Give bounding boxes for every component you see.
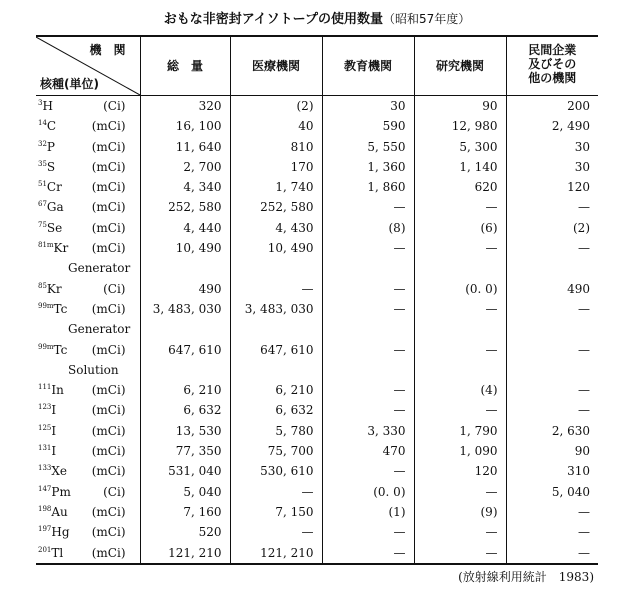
source-note: (放射線利用統計 1983) [458,570,594,584]
mass-number: 111 [38,383,52,392]
value-research: — [414,543,506,564]
value-research: 5, 300 [414,137,506,157]
nuclide-symbol [38,157,55,177]
value-research: — [414,340,506,360]
value-medical [230,319,322,339]
table-row [36,482,598,502]
unit-label: (mCi) [91,200,126,215]
col-header-private: 民間企業 及びその 他の機関 [506,36,598,96]
nuclide-cell [36,299,140,319]
unit-label: (mCi) [91,383,126,398]
element-symbol: Au [51,504,68,519]
col-header-research: 研究機関 [414,36,506,96]
mass-number: 14 [38,119,47,128]
table-row [36,157,598,177]
value-research: — [414,197,506,217]
value-total [140,258,230,278]
table-row [36,96,598,117]
value-medical: 75, 700 [230,441,322,461]
element-symbol: C [46,119,57,134]
nuclide-form: Solution [68,362,119,377]
mass-number: 197 [38,525,52,534]
element-symbol: S [46,159,56,174]
element-symbol: Se [46,220,63,235]
value-total: 531, 040 [140,461,230,481]
value-research: 1, 090 [414,441,506,461]
value-medical: 121, 210 [230,543,322,564]
value-education [322,360,414,380]
mass-number: 133 [38,464,52,473]
table-row [36,543,598,564]
nuclide-symbol [38,340,67,360]
table-row [36,238,598,258]
nuclide-cell [36,461,140,481]
mass-number: 51 [38,180,47,189]
value-education: (0. 0) [322,482,414,502]
value-research: — [414,400,506,420]
value-medical: 40 [230,116,322,136]
value-medical: — [230,522,322,542]
unit-label: (Ci) [103,484,126,499]
table-row [36,380,598,400]
mass-number: 123 [38,403,52,412]
nuclide-symbol [38,421,56,441]
nuclide-symbol [38,116,56,136]
value-private: 90 [506,441,598,461]
value-medical: 810 [230,137,322,157]
table-row [36,218,598,238]
element-symbol: Pm [51,484,71,499]
value-education: 5, 550 [322,137,414,157]
mass-number: 3 [38,99,43,107]
value-total: 5, 040 [140,482,230,502]
element-symbol: Tl [51,545,64,560]
mass-number: 81m [38,241,54,250]
nuclide-symbol [38,218,62,238]
value-education [322,319,414,339]
element-symbol: Cr [46,180,62,195]
element-symbol: I [51,423,57,438]
value-private: — [506,197,598,217]
nuclide-symbol [38,482,71,502]
value-medical: 647, 610 [230,340,322,360]
value-total: 647, 610 [140,340,230,360]
value-total: 490 [140,279,230,299]
value-total: 3, 483, 030 [140,299,230,319]
value-education: — [322,400,414,420]
nuclide-cell [36,96,140,117]
value-education: — [322,197,414,217]
value-research: 12, 980 [414,116,506,136]
table-row [36,258,598,278]
mass-number: 75 [38,220,47,229]
nuclide-form: Generator [68,261,131,276]
title-main: おもな非密封アイソトープの使用数量 [163,12,383,27]
table-row [36,177,598,197]
table-row [36,421,598,441]
nuclide-cell [36,258,140,278]
value-education [322,258,414,278]
value-education: — [322,238,414,258]
value-medical: 3, 483, 030 [230,299,322,319]
value-total [140,360,230,380]
value-medical: (2) [230,96,322,117]
value-private: 200 [506,96,598,117]
value-education: — [322,340,414,360]
unit-label: (mCi) [91,301,126,316]
nuclide-symbol [38,502,68,522]
nuclide-symbol [38,461,67,481]
value-medical: 530, 610 [230,461,322,481]
element-symbol: Tc [53,301,68,316]
table-row [36,197,598,217]
value-private: — [506,522,598,542]
element-symbol: Hg [51,525,70,540]
nuclide-cell [36,177,140,197]
nuclide-form: Generator [68,322,131,337]
mass-number: 125 [38,423,52,432]
unit-label: (Ci) [103,99,126,113]
nuclide-cell [36,441,140,461]
table-title [0,8,634,27]
header-row [36,36,598,96]
nuclide-cell [36,279,140,299]
table-row [36,441,598,461]
element-symbol: In [51,383,64,398]
mass-number: 35 [38,159,47,168]
table-row [36,340,598,360]
value-education: 470 [322,441,414,461]
value-private: — [506,238,598,258]
element-symbol: I [51,403,57,418]
table-row [36,461,598,481]
value-education: 1, 860 [322,177,414,197]
table-row [36,137,598,157]
value-private: (2) [506,218,598,238]
nuclide-cell [36,502,140,522]
value-education: — [322,522,414,542]
corner-nuclide-label: 核種(単位) [40,77,99,91]
col-header-medical: 医療機関 [230,36,322,96]
unit-label: (mCi) [91,403,126,418]
value-total: 121, 210 [140,543,230,564]
value-education: 3, 330 [322,421,414,441]
nuclide-cell [36,157,140,177]
table-row [36,502,598,522]
header-corner-cell [36,36,140,96]
element-symbol: P [46,139,55,154]
table-row [36,522,598,542]
unit-label: (mCi) [91,180,126,195]
value-medical: 10, 490 [230,238,322,258]
value-research: 1, 790 [414,421,506,441]
value-education: 590 [322,116,414,136]
value-education: — [322,461,414,481]
value-medical: 252, 580 [230,197,322,217]
value-total: 2, 700 [140,157,230,177]
value-research: (9) [414,502,506,522]
nuclide-cell [36,197,140,217]
unit-label: (mCi) [91,119,126,134]
value-total: 7, 160 [140,502,230,522]
mass-number: 32 [38,139,47,148]
value-private: — [506,502,598,522]
value-medical [230,258,322,278]
value-education: 30 [322,96,414,117]
value-medical: 1, 740 [230,177,322,197]
nuclide-symbol [38,279,62,299]
value-research: 1, 140 [414,157,506,177]
title-year: （昭和57年度） [382,12,471,26]
value-private: 2, 630 [506,421,598,441]
value-total [140,319,230,339]
table-row [36,279,598,299]
value-medical: 6, 210 [230,380,322,400]
value-total: 320 [140,96,230,117]
nuclide-cell [36,137,140,157]
table-row [36,319,598,339]
value-total: 520 [140,522,230,542]
nuclide-cell [36,360,140,380]
value-private: 30 [506,137,598,157]
value-research: 90 [414,96,506,117]
element-symbol: Xe [51,464,68,479]
unit-label: (mCi) [91,159,126,174]
table-body [36,96,598,564]
mass-number: 198 [38,504,52,513]
nuclide-symbol [38,522,70,542]
value-research [414,360,506,380]
value-private: 490 [506,279,598,299]
value-medical: 170 [230,157,322,177]
value-private [506,319,598,339]
corner-institution-label: 機 関 [89,43,126,57]
table-row [36,360,598,380]
nuclide-symbol [38,299,67,319]
element-symbol: Kr [46,281,62,296]
value-total: 77, 350 [140,441,230,461]
value-private: 310 [506,461,598,481]
mass-number: 99m [38,301,54,310]
mass-number: 67 [38,200,47,209]
nuclide-symbol [38,137,55,157]
value-medical: 5, 780 [230,421,322,441]
nuclide-cell [36,238,140,258]
nuclide-cell [36,421,140,441]
value-total: 11, 640 [140,137,230,157]
unit-label: (mCi) [91,504,126,519]
nuclide-cell [36,543,140,564]
value-private [506,258,598,278]
nuclide-symbol [38,380,64,400]
nuclide-symbol [38,197,64,217]
nuclide-symbol [38,96,53,116]
nuclide-cell [36,380,140,400]
value-total: 10, 490 [140,238,230,258]
unit-label: (mCi) [91,220,126,235]
nuclide-cell [36,340,140,360]
value-education: 1, 360 [322,157,414,177]
value-total: 13, 530 [140,421,230,441]
value-research: 620 [414,177,506,197]
value-total: 252, 580 [140,197,230,217]
value-total: 6, 632 [140,400,230,420]
nuclide-symbol [38,543,63,563]
value-private: 5, 040 [506,482,598,502]
nuclide-symbol [38,177,62,197]
value-medical [230,360,322,380]
unit-label: (mCi) [91,342,126,357]
mass-number: 85 [38,281,47,290]
value-education: (1) [322,502,414,522]
value-research [414,319,506,339]
value-total: 4, 440 [140,218,230,238]
value-research: 120 [414,461,506,481]
unit-label: (mCi) [91,139,126,154]
nuclide-cell [36,116,140,136]
mass-number: 99m [38,342,54,351]
value-research: — [414,299,506,319]
col-header-education: 教育機関 [322,36,414,96]
value-private: — [506,299,598,319]
value-research: — [414,522,506,542]
value-research: — [414,238,506,258]
value-medical: 7, 150 [230,502,322,522]
value-education: — [322,299,414,319]
value-medical: — [230,482,322,502]
mass-number: 131 [38,444,52,453]
element-symbol: Tc [53,342,68,357]
nuclide-cell [36,319,140,339]
value-education: — [322,380,414,400]
element-symbol: I [51,444,57,459]
nuclide-cell [36,482,140,502]
element-symbol: Kr [53,241,69,256]
mass-number: 147 [38,484,52,493]
value-total: 16, 100 [140,116,230,136]
value-education: (8) [322,218,414,238]
value-private: — [506,543,598,564]
value-medical: 6, 632 [230,400,322,420]
value-total: 6, 210 [140,380,230,400]
value-research: (6) [414,218,506,238]
table-row [36,116,598,136]
value-education: — [322,279,414,299]
unit-label: (mCi) [91,545,126,560]
value-research: (0. 0) [414,279,506,299]
value-education: — [322,543,414,564]
isotope-usage-table [36,35,598,565]
value-total: 4, 340 [140,177,230,197]
nuclide-cell [36,400,140,420]
value-medical: — [230,279,322,299]
nuclide-cell [36,218,140,238]
value-private: 2, 490 [506,116,598,136]
unit-label: (mCi) [91,241,126,256]
table-row [36,299,598,319]
value-research: — [414,482,506,502]
nuclide-cell [36,522,140,542]
value-private: 120 [506,177,598,197]
mass-number: 201 [38,545,52,554]
value-private [506,360,598,380]
nuclide-symbol [38,441,56,461]
unit-label: (mCi) [91,444,126,459]
value-private: — [506,400,598,420]
value-private: — [506,340,598,360]
value-private: 30 [506,157,598,177]
value-medical: 4, 430 [230,218,322,238]
value-research: (4) [414,380,506,400]
unit-label: (mCi) [91,464,126,479]
element-symbol: Ga [46,200,64,215]
unit-label: (mCi) [91,423,126,438]
unit-label: (mCi) [91,525,126,540]
element-symbol: H [42,99,53,113]
nuclide-symbol [38,400,56,420]
col-header-total: 総 量 [140,36,230,96]
value-research [414,258,506,278]
table-row [36,400,598,420]
nuclide-symbol [38,238,68,258]
value-private: — [506,380,598,400]
unit-label: (Ci) [103,281,126,296]
